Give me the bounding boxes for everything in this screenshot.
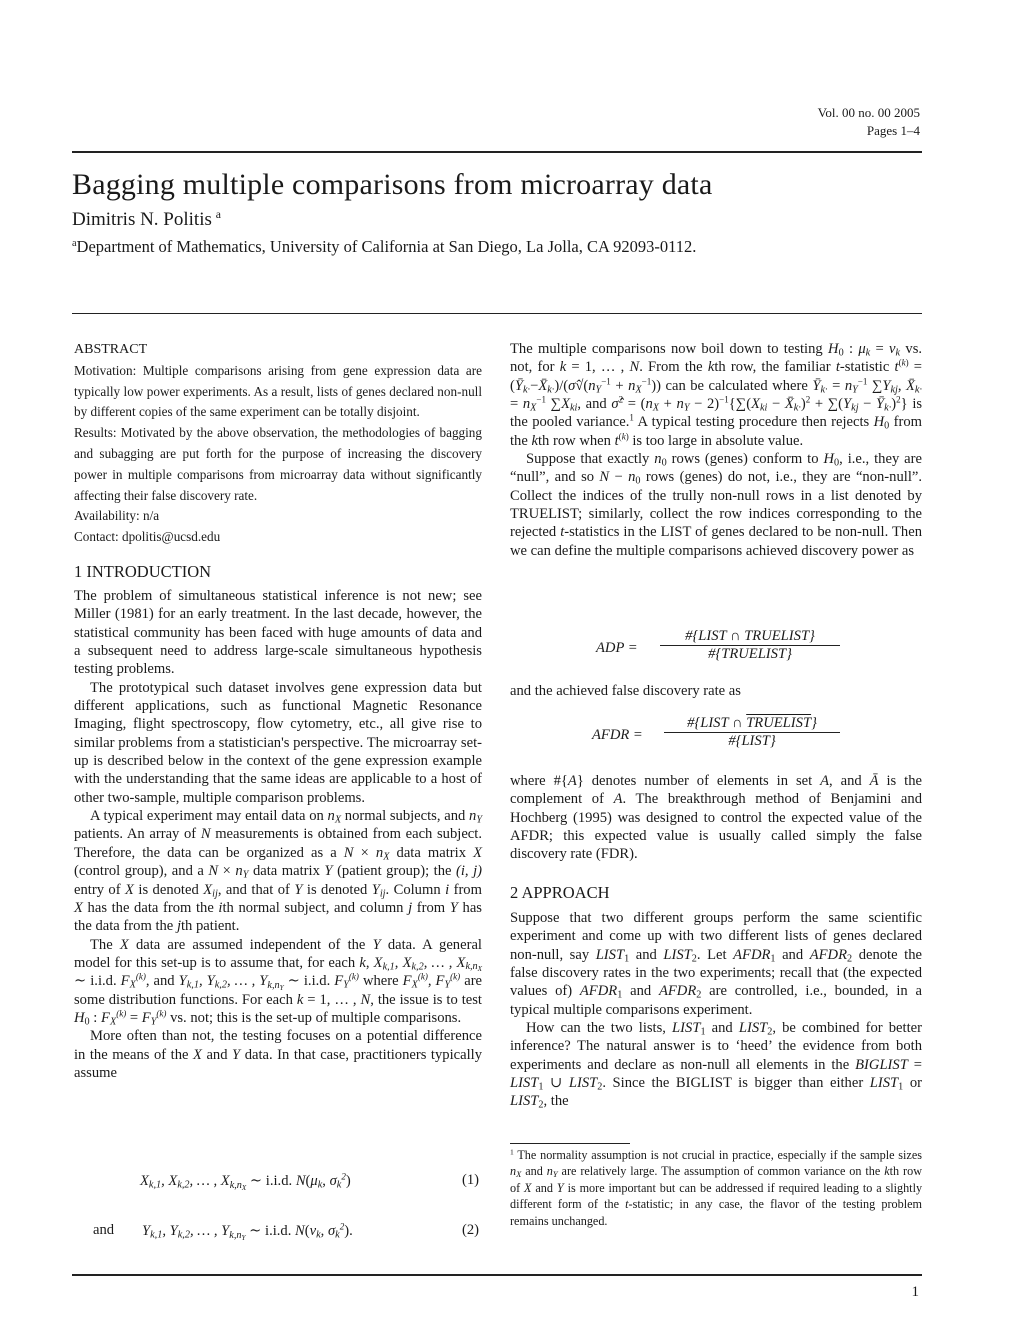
abstract-contact: Contact: dpolitis@ucsd.edu — [74, 529, 221, 545]
afdr-intro: and the achieved false discovery rate as — [510, 683, 741, 699]
equation-1-label: (1) — [462, 1172, 480, 1188]
approach-body — [510, 909, 922, 1111]
intro-paragraph-3: A typical experiment may entail data on $n_X$ normal subjects, and $n_Y$ patients. An array of N measurements is obtained from each subject. Therefore, the data can be organized as a $N \times n_X$ data matrix X (control group), and a $N \times n_Y$ data matrix Y (patient group); the (i, j) entry of X is denoted $X_{ij}$, and that of Y is denoted $Y_{ij}$. Column i from X has the data from the ith normal subject, and column j from Y has the data from the jth patient. — [74, 808, 483, 935]
section-heading-introduction: 1 INTRODUCTION — [74, 562, 212, 581]
equation-2: $Y_{k,1}$, $Y_{k,2}$, … , $Y_{k,n_Y}$ ∼ i.i.d. $N(\nu_k$, $\sigma_k^2$). — [142, 1221, 353, 1242]
footnote-ref: 1 — [629, 412, 634, 423]
abstract-availability: Availability: n/a — [74, 508, 160, 524]
journal-volume: Vol. 00 no. 00 2005 — [817, 105, 920, 120]
afdr-fraction — [664, 715, 840, 750]
introduction-body — [74, 587, 482, 1082]
affil-text: Department of Mathematics, University of California at San Diego, La Jolla, CA 92093-0112. — [76, 237, 697, 256]
approach-paragraph-2: How can the two lists, $LIST_1$ and $LIST_2$, be combined for better inference? The natural answer is to ‘heed’ the evidence from both experiments and declare as non-null all elements in the BIGLIST = $LIST_1$ ∪ $LIST_2$. Since the BIGLIST is bigger than either $LIST_1$ or $LIST_2$, the — [510, 1020, 922, 1111]
complement-paragraph: where #{A} denotes number of elements in set A, and Ā is the complement of A. The breakthrough method of Benjamini and Hochberg (1995) was designed to control the expected value of the AFDR; this expected value is usually called simply the false discovery rate (FDR). — [510, 773, 922, 863]
author-affil-mark: a — [215, 207, 221, 221]
afdr-denominator: #{LIST} — [728, 733, 776, 749]
affiliation — [72, 237, 696, 257]
adp-denominator: #{TRUELIST} — [708, 646, 792, 662]
null-rows-paragraph: Suppose that exactly $n_0$ rows (genes) conform to $H_0$, i.e., they are “null”, and so $N - n_0$ rows (genes) do not, i.e., they are “non-null”. Collect the indices of the trully non-null rows in a list denoted by TRUELIST; similarly, collect the row indices corresponding to the rejected t-statistics in the LIST of genes declared to be non-null. Then we can define the multiple comparisons achieved discovery power as — [510, 451, 923, 559]
abstract-motivation: Motivation: Multiple comparisons arising from gene expression data are typically low power experiments. As a result, lists of genes declared non-null by different copies of the same experiment can be totally disjoint. — [74, 362, 482, 420]
intro-paragraph-2: The prototypical such dataset involves gene expression data but different applications, such as functional Magnetic Resonance Imaging, flight spectroscopy, flow cytometry, etc., all give rise to similar problems from a statistician's perspective. The microarray set-up is described below in the context of the gene expression example with the understanding that the same ideas are applicable to a host of other two-sample, multiple comparison problems. — [74, 679, 482, 806]
page-range: Pages 1–4 — [866, 123, 920, 138]
testing-paragraph: The multiple comparisons now boil down to testing $H_0$ : $\mu_k = \nu_k$ vs. not, for k = 1, … , N. From the kth row, the familiar t-statistic $t^{(k)}$ = $(Ȳ_{k\cdot}-X̄_{k\cdot})/(\sigmâ√(n_Y^{-1} + n_X^{-1}))$ can be calculated where $Ȳ_{k\cdot} = n_Y^{-1}$ $\sum Y_{kj}$, $X̄_{k\cdot} = n_X^{-1}$ $\sum X_{ki}$, and σ̂$^2$ = $(n_X + n_Y - 2)^{-1}\{\sum(X_{ki}$ − $X̄_{k\cdot})^2 + \sum(Y_{kj}$ − $Ȳ_{k\cdot})^2$} is the pooled variance.$^1$ A typical testing procedure then rejects $H_0$ from the kth row when $t^{(k)}$ is too large in absolute value. — [510, 341, 923, 449]
abstract-rule — [72, 313, 922, 314]
approach-paragraph-1: Suppose that two different groups perform the same scientific experiment and come up with two different lists of genes declared non-null, say $LIST_1$ and $LIST_2$. Let $AFDR_1$ and $AFDR_2$ denote the false discovery rates in the two experiments; recall that (the expected values of) $AFDR_1$ and $AFDR_2$ are controlled, i.e., bounded, in a typical multiple comparisons experiment. — [510, 910, 922, 1018]
intro-paragraph-4: The X data are assumed independent of the Y data. A general model for this set-up is to assume that, for each k, $X_{k,1}$, $X_{k,2}$, … , $X_{k,n_X}$ ∼ i.i.d. $F_X^{(k)}$, and $Y_{k,1}$, $Y_{k,2}$, … , $Y_{k,n_Y}$ ∼ i.i.d. $F_Y^{(k)}$ where $F_X^{(k)}$, $F_Y^{(k)}$ are some distribution functions. For each k = 1, … , N, the issue is to test $H_0$ : $F_X^{(k)} = F_Y^{(k)}$ vs. not; this is the set-up of multiple comparisons. — [74, 936, 483, 1028]
paper-title: Bagging multiple comparisons from microarray data — [72, 168, 713, 201]
equation-1: $X_{k,1}$, $X_{k,2}$, … , $X_{k,n_X}$ ∼ i.i.d. $N(\mu_k$, $\sigma_k^2$) — [140, 1171, 351, 1192]
right-column-part1 — [510, 340, 922, 560]
footer-rule — [72, 1274, 922, 1276]
abstract-results: Results: Motivated by the above observation, the methodologies of bagging and subagging are put forth for the purpose of increasing the discovery power in multiple comparisons from microarray data without significantly affecting their false discovery rate. — [74, 425, 482, 503]
equation-2-and: and — [93, 1222, 115, 1238]
adp-lhs: ADP = — [596, 640, 638, 656]
adp-fraction — [660, 628, 840, 663]
affil-mark: a — [72, 237, 77, 249]
author-name: Dimitris N. Politis — [72, 209, 212, 230]
abstract — [74, 340, 482, 548]
right-column-part2 — [510, 772, 922, 864]
footnote-mark: 1 — [510, 1147, 514, 1157]
footnote: $^1$ The normality assumption is not crucial in practice, especially if the sample sizes $n_X$ and $n_Y$ are relatively large. The assumption of common variance on the kth row of X and Y is more important but can be addressed if required leading to a slightly different form of the t-statistic; in any case, the flavor of the testing problem remains unchanged. — [510, 1147, 923, 1228]
header-rule — [72, 151, 922, 153]
adp-numerator: #{LIST ∩ TRUELIST} — [660, 628, 840, 646]
intro-paragraph-5: More often than not, the testing focuses on a potential difference in the means of the X and Y data. In that case, practitioners typically assume — [74, 1028, 482, 1081]
footnote-rule — [510, 1143, 630, 1144]
equation-2-label: (2) — [462, 1222, 480, 1238]
intro-paragraph-1: The problem of simultaneous statistical inference is not new; see Miller (1981) for an early treatment. In the last decade, however, the statistical community has been faced with huge amounts of data and a subsequent need to address large-scale simultaneous hypothesis testing problems. — [74, 588, 482, 678]
author-line — [72, 209, 221, 231]
page-number: 1 — [911, 1284, 919, 1300]
afdr-lhs: AFDR = — [592, 727, 643, 743]
afdr-numerator: #{LIST ∩ TRUELIST} — [664, 715, 840, 733]
abstract-heading: ABSTRACT — [74, 342, 148, 357]
section-heading-approach: 2 APPROACH — [510, 883, 610, 902]
